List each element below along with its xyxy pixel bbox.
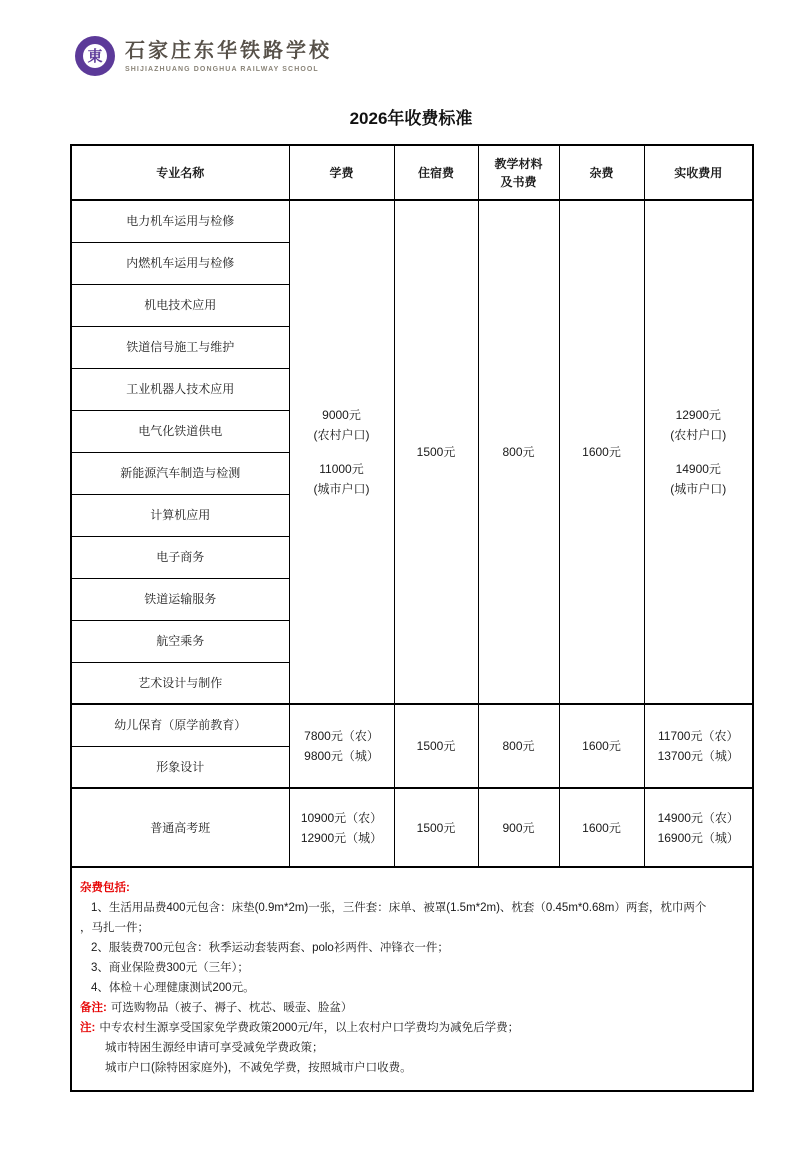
note-line: 3、商业保险费300元（三年）； (91, 962, 249, 974)
column-header-major: 专业名称 (71, 145, 289, 200)
tuition-cell (289, 200, 394, 704)
page-title: 2026年收费标准 (349, 109, 473, 128)
misc-cell: 1600元 (559, 200, 644, 704)
fee-table (70, 144, 754, 1092)
accommodation-cell: 1500元 (394, 200, 478, 704)
note-line (80, 878, 744, 898)
actual-urban: 14900元 (城市户口) (670, 462, 727, 496)
logo-inner-circle (83, 44, 107, 68)
tuition-cell: 10900元（农） 12900元（城） (289, 788, 394, 867)
note-line: 城市特困生源经申请可享受减免学费政策； (105, 1042, 324, 1054)
accommodation-cell: 1500元 (394, 788, 478, 867)
note-line: 备注: 可选购物品（被子、褥子、枕芯、暖壶、脸盆） (80, 1002, 353, 1014)
note-label: 备注: (80, 1002, 107, 1014)
major-cell: 普通高考班 (71, 788, 289, 867)
school-name-english: SHIJIAZHUANG DONGHUA RAILWAY SCHOOL (125, 66, 319, 73)
table-row (71, 200, 753, 242)
note-line: ，马扎一件； (80, 922, 149, 934)
accommodation-cell: 1500元 (394, 704, 478, 788)
school-name-block (125, 39, 332, 73)
table-row (71, 704, 753, 746)
major-cell: 工业机器人技术应用 (71, 368, 289, 410)
misc-cell: 1600元 (559, 788, 644, 867)
note-label: 杂费包括: (80, 882, 130, 894)
tuition-cell: 7800元（农） 9800元（城） (289, 704, 394, 788)
tuition-urban: 11000元 (城市户口) (313, 462, 370, 496)
table-header-row (71, 145, 753, 200)
note-line: 2、服装费700元包含：秋季运动套装两套、polo衫两件、冲锋衣一件； (91, 942, 449, 954)
major-cell: 铁道信号施工与维护 (71, 326, 289, 368)
materials-cell: 900元 (478, 788, 559, 867)
notes-row (71, 867, 753, 1091)
note-line: 1、生活用品费400元包含：床垫(0.9m*2m)一张，三件套：床单、被罩(1.5m*2m)、枕套（0.45m*0.68m）两套，枕巾两个 (91, 902, 707, 914)
column-header-actual: 实收费用 (644, 145, 753, 200)
notes-section (71, 867, 753, 1091)
major-cell: 电子商务 (71, 536, 289, 578)
major-cell: 内燃机车运用与检修 (71, 242, 289, 284)
column-header-misc: 杂费 (559, 145, 644, 200)
note-line: 城市户口(除特困家庭外)，不减免学费，按照城市户口收费。 (105, 1062, 412, 1074)
actual-cell: 11700元（农） 13700元（城） (644, 704, 753, 788)
table-row (71, 788, 753, 867)
major-cell: 计算机应用 (71, 494, 289, 536)
actual-rural: 12900元 (农村户口) (670, 408, 727, 442)
major-cell: 新能源汽车制造与检测 (71, 452, 289, 494)
major-cell: 艺术设计与制作 (71, 662, 289, 704)
actual-cell: 14900元（农） 16900元（城） (644, 788, 753, 867)
major-cell: 机电技术应用 (71, 284, 289, 326)
column-header-tuition: 学费 (289, 145, 394, 200)
tuition-rural: 9000元 (农村户口) (313, 408, 370, 442)
major-cell: 航空乘务 (71, 620, 289, 662)
note-line: 注: 中专农村生源享受国家免学费政策2000元/年，以上农村户口学费均为减免后学费； (80, 1022, 520, 1034)
major-cell: 幼儿保育（原学前教育） (71, 704, 289, 746)
school-logo-icon (75, 36, 115, 76)
school-name-chinese: 石家庄东华铁路学校 (125, 40, 332, 62)
column-header-accommodation: 住宿费 (394, 145, 478, 200)
misc-cell: 1600元 (559, 704, 644, 788)
note-line: 4、体检＋心理健康测试200元。 (91, 982, 255, 994)
note-label: 注: (80, 1022, 96, 1034)
major-cell: 形象设计 (71, 746, 289, 788)
logo-glyph: 東 (87, 47, 103, 65)
major-cell: 电力机车运用与检修 (71, 200, 289, 242)
materials-cell: 800元 (478, 704, 559, 788)
materials-cell: 800元 (478, 200, 559, 704)
column-header-materials: 教学材料 及书费 (478, 145, 559, 200)
major-cell: 铁道运输服务 (71, 578, 289, 620)
actual-cell (644, 200, 753, 704)
major-cell: 电气化铁道供电 (71, 410, 289, 452)
school-header (75, 35, 800, 77)
